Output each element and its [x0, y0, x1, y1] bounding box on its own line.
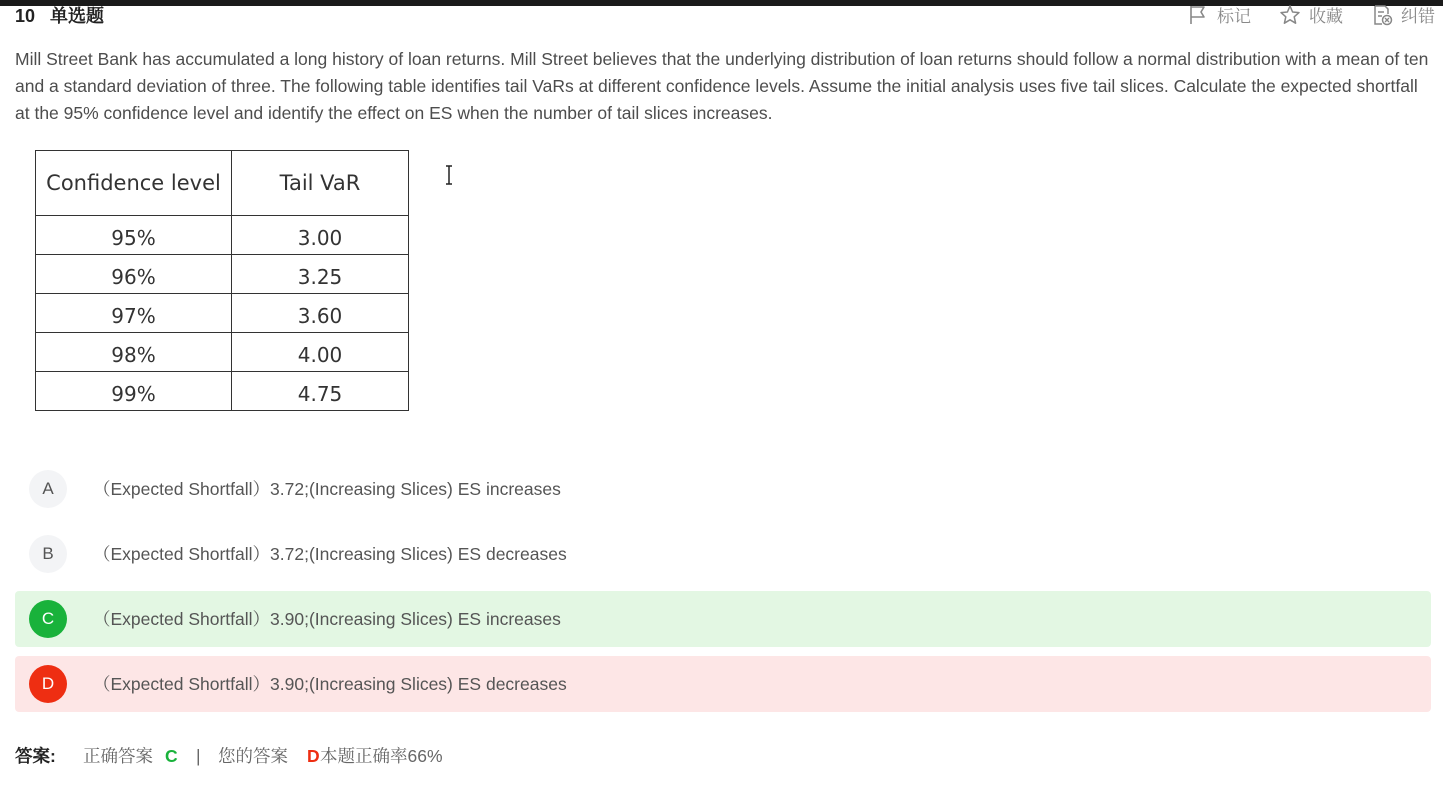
- option-letter: B: [29, 535, 67, 573]
- confidence-level-cell: 97%: [36, 294, 232, 333]
- favorite-button[interactable]: [1279, 2, 1343, 27]
- your-answer-label: 您的答案: [218, 746, 288, 766]
- mark-button[interactable]: [1187, 2, 1251, 27]
- tail-var-table: [35, 150, 409, 411]
- option-b[interactable]: [15, 526, 1431, 582]
- table-row: [36, 333, 409, 372]
- answer-label: 答案:: [15, 746, 56, 766]
- header-tail-var: Tail VaR: [232, 151, 409, 216]
- option-text: （Expected Shortfall）3.90;(Increasing Slices) ES increases: [93, 609, 561, 629]
- option-text: （Expected Shortfall）3.72;(Increasing Slices) ES decreases: [93, 544, 567, 564]
- mark-label: 标记: [1217, 7, 1251, 26]
- favorite-label: 收藏: [1309, 7, 1343, 26]
- table-row: [36, 372, 409, 411]
- report-error-button[interactable]: [1371, 2, 1435, 27]
- question-type: 单选题: [50, 6, 104, 26]
- report-error-label: 纠错: [1401, 7, 1435, 26]
- header-confidence-level: Confidence level: [36, 151, 232, 216]
- confidence-level-cell: 99%: [36, 372, 232, 411]
- tail-var-cell: 3.25: [232, 255, 409, 294]
- tail-var-cell: 3.00: [232, 216, 409, 255]
- option-a[interactable]: [15, 461, 1431, 517]
- confidence-level-cell: 96%: [36, 255, 232, 294]
- text-cursor-icon: [444, 165, 454, 185]
- correct-answer-value: C: [165, 746, 178, 766]
- option-letter: A: [29, 470, 67, 508]
- confidence-level-cell: 98%: [36, 333, 232, 372]
- option-text: （Expected Shortfall）3.72;(Increasing Slices) ES increases: [93, 479, 561, 499]
- question-text: Mill Street Bank has accumulated a long history of loan returns. Mill Street believes that the underlying distribution of loan returns should follow a normal distribution with a mean of ten and a standard deviation of three. The following table identifies tail VaRs at different confidence levels. Assume the initial analysis uses five tail slices. Calculate the expected shortfall at the 95% confidence level and identify the effect on ES when the number of tail slices increases.: [15, 49, 1429, 123]
- star-icon: [1279, 4, 1301, 26]
- table-row: [36, 255, 409, 294]
- question-number: 10: [15, 6, 36, 26]
- question-actions: [1159, 2, 1435, 27]
- option-letter: C: [29, 600, 67, 638]
- option-d[interactable]: [15, 656, 1431, 712]
- table-row: [36, 216, 409, 255]
- accuracy-rate: 本题正确率66%: [320, 746, 443, 766]
- tail-var-cell: 4.75: [232, 372, 409, 411]
- correct-answer-label: 正确答案: [83, 746, 153, 766]
- tail-var-cell: 4.00: [232, 333, 409, 372]
- question-header: [15, 6, 1435, 28]
- option-text: （Expected Shortfall）3.90;(Increasing Slices) ES decreases: [93, 674, 567, 694]
- option-c[interactable]: [15, 591, 1431, 647]
- answer-separator: |: [196, 746, 201, 766]
- your-answer-value: D: [307, 746, 320, 766]
- confidence-level-cell: 95%: [36, 216, 232, 255]
- table-header-row: [36, 151, 409, 216]
- tail-var-cell: 3.60: [232, 294, 409, 333]
- table-row: [36, 294, 409, 333]
- flag-icon: [1187, 4, 1209, 26]
- error-report-icon: [1371, 4, 1393, 26]
- option-letter: D: [29, 665, 67, 703]
